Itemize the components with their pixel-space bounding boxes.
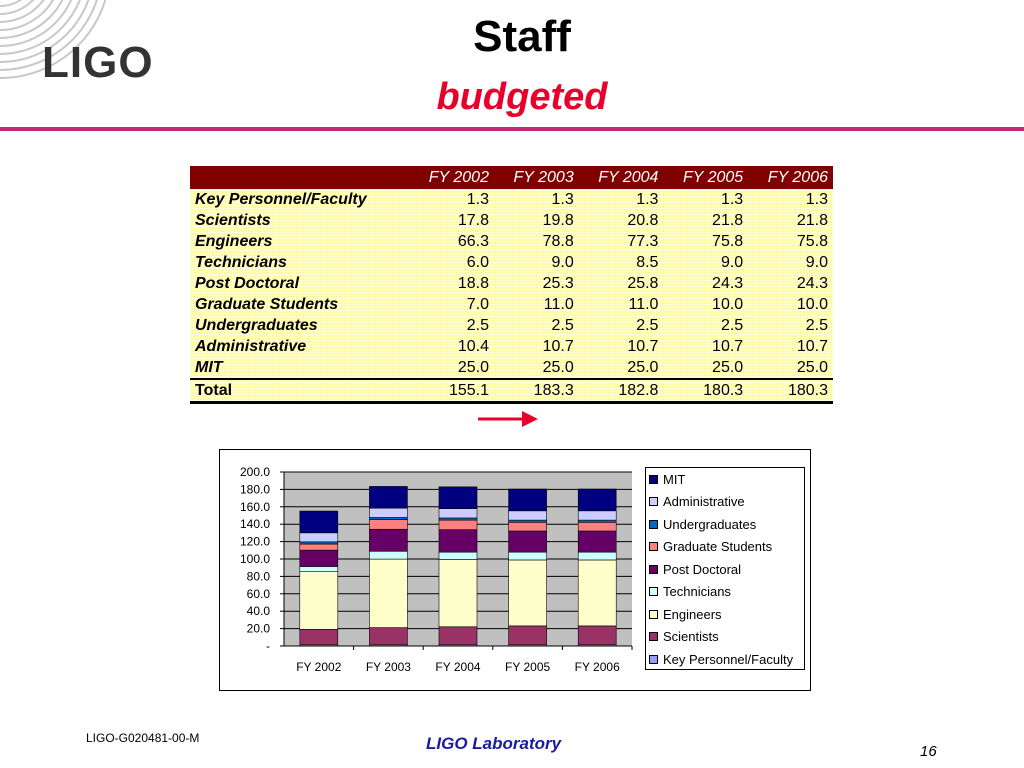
page-subtitle: budgeted: [436, 76, 608, 118]
bar-segment: [439, 518, 477, 520]
legend-label: Engineers: [663, 606, 722, 622]
legend-swatch: [649, 475, 658, 484]
chart-legend: [645, 467, 805, 670]
column-header: FY 2004: [579, 166, 664, 189]
page-title: Staff: [473, 12, 571, 61]
total-cell: 155.1: [409, 379, 494, 403]
legend-item: [646, 650, 793, 668]
bar-segment: [300, 629, 338, 644]
bar-segment: [369, 520, 407, 530]
table-cell: 10.0: [712, 295, 744, 313]
table-cell: 25.0: [542, 358, 574, 376]
row-label: Engineers: [195, 232, 273, 250]
table-cell: 24.3: [712, 274, 744, 292]
legend-swatch: [649, 610, 658, 619]
legend-item: [646, 605, 722, 623]
y-tick-label: 100.0: [239, 552, 270, 566]
table-cell: 10.7: [542, 337, 574, 355]
bar-segment: [509, 560, 547, 626]
bar-segment: [369, 486, 407, 508]
table-cell: 21.8: [712, 211, 744, 229]
legend-item: [646, 493, 745, 511]
bar-segment: [578, 552, 616, 560]
table-cell: 24.3: [796, 274, 828, 292]
table-cell: 10.7: [712, 337, 744, 355]
legend-label: MIT: [663, 471, 686, 487]
table-cell: 25.0: [796, 358, 828, 376]
legend-label: Post Doctoral: [663, 561, 742, 577]
table-cell: 6.0: [466, 253, 489, 271]
table-cell: 20.8: [627, 211, 659, 229]
bar-segment: [509, 520, 547, 522]
legend-item: [646, 583, 731, 601]
legend-swatch: [649, 520, 658, 529]
bar-segment: [578, 560, 616, 626]
table-cell: 11.0: [628, 295, 659, 313]
row-label: Post Doctoral: [195, 274, 300, 292]
bar-segment: [509, 489, 547, 511]
column-header: FY 2003: [494, 166, 579, 189]
table-cell: 78.8: [542, 232, 574, 250]
table-cell: 2.5: [551, 316, 574, 334]
table-cell: 1.3: [720, 190, 744, 208]
bar-segment: [439, 552, 477, 559]
y-tick-label: 80.0: [246, 569, 270, 584]
table-cell: 2.5: [805, 316, 828, 334]
table-cell: 2.5: [466, 316, 489, 334]
legend-item: [646, 470, 685, 488]
bar-segment: [300, 542, 338, 544]
row-label: Administrative: [195, 337, 307, 355]
total-cell: 182.8: [579, 379, 664, 403]
table-cell: 75.8: [712, 232, 744, 250]
x-tick-label: FY 2003: [365, 660, 411, 674]
bar-segment: [509, 626, 547, 645]
legend-label: Technicians: [663, 584, 731, 599]
bar-segment: [439, 520, 477, 530]
y-tick-label: 20.0: [246, 621, 270, 636]
column-header: FY 2005: [663, 166, 748, 189]
y-tick-label: -: [266, 639, 270, 653]
bar-segment: [509, 511, 547, 520]
y-tick-label: 60.0: [246, 586, 270, 601]
bar-segment: [369, 628, 407, 645]
bar-segment: [509, 522, 547, 531]
table-cell: 75.8: [796, 232, 828, 250]
legend-swatch: [649, 542, 658, 551]
bar-segment: [369, 508, 407, 517]
legend-label: Undergraduates: [663, 516, 757, 532]
bar-segment: [300, 550, 338, 566]
bar-segment: [300, 511, 338, 533]
row-label: Graduate Students: [195, 295, 339, 313]
table-cell: 2.5: [636, 316, 659, 334]
table-cell: 7.0: [466, 295, 489, 313]
table-cell: 1.3: [805, 190, 828, 208]
total-cell: 180.3: [748, 379, 833, 403]
legend-swatch: [649, 565, 658, 574]
row-label: Technicians: [195, 253, 287, 271]
bar-segment: [300, 572, 338, 630]
column-header: FY 2006: [748, 166, 833, 189]
legend-swatch: [649, 497, 658, 506]
table-cell: 10.7: [627, 337, 659, 355]
total-label: Total: [190, 379, 409, 403]
bar-segment: [509, 552, 547, 560]
legend-item: [646, 560, 741, 578]
table-cell: 19.8: [542, 211, 574, 229]
bar-segment: [300, 566, 338, 571]
bar-segment: [300, 544, 338, 550]
bar-segment: [439, 530, 477, 552]
footer-lab-name: LIGO Laboratory: [426, 734, 562, 753]
table-cell: 1.3: [551, 190, 574, 208]
y-tick-label: 200.0: [239, 465, 270, 479]
bar-segment: [439, 627, 477, 645]
bar-segment: [369, 551, 407, 559]
x-tick-label: FY 2006: [574, 660, 620, 674]
legend-item: [646, 515, 756, 533]
table-cell: 9.0: [551, 253, 574, 271]
table-cell: 25.0: [457, 358, 489, 376]
bar-segment: [369, 518, 407, 520]
table-cell: 21.8: [796, 211, 828, 229]
bar-segment: [369, 529, 407, 551]
table-cell: 25.3: [542, 274, 574, 292]
table-cell: 9.0: [720, 253, 744, 271]
bar-segment: [578, 626, 616, 645]
y-tick-label: 180.0: [239, 482, 270, 497]
y-tick-label: 140.0: [239, 517, 270, 532]
table-cell: 1.3: [636, 190, 659, 208]
table-cell: 10.4: [457, 337, 489, 355]
table-cell: 25.0: [712, 358, 744, 376]
row-label: Scientists: [195, 211, 271, 229]
table-cell: 9.0: [805, 253, 828, 271]
legend-swatch: [649, 655, 658, 664]
table-cell: 66.3: [457, 232, 489, 250]
bar-segment: [578, 511, 616, 520]
y-tick-label: 160.0: [239, 499, 270, 514]
x-tick-label: FY 2004: [435, 660, 481, 674]
bar-segment: [578, 522, 616, 531]
legend-label: Key Personnel/Faculty: [663, 651, 794, 667]
row-label: Key Personnel/Faculty: [195, 190, 367, 208]
table-cell: 25.0: [627, 358, 659, 376]
legend-swatch: [649, 587, 658, 596]
column-header: FY 2002: [409, 166, 494, 189]
bar-segment: [578, 520, 616, 522]
row-label: MIT: [195, 358, 223, 376]
legend-label: Scientists: [663, 629, 719, 644]
ligo-logo: LIGO: [42, 38, 154, 87]
table-cell: 1.3: [466, 190, 489, 208]
total-cell: 183.3: [494, 379, 579, 403]
legend-swatch: [649, 632, 658, 641]
table-cell: 10.0: [796, 295, 828, 313]
bar-segment: [439, 487, 477, 509]
bar-segment: [578, 489, 616, 511]
y-tick-label: 40.0: [246, 604, 270, 619]
bar-segment: [509, 531, 547, 552]
table-cell: 8.5: [636, 253, 659, 271]
y-tick-label: 120.0: [239, 534, 270, 549]
legend-item: [646, 538, 772, 556]
x-tick-label: FY 2002: [296, 660, 342, 674]
page-number: 16: [920, 743, 937, 760]
legend-item: [646, 628, 719, 646]
total-cell: 180.3: [663, 379, 748, 403]
table-cell: 2.5: [720, 316, 744, 334]
table-cell: 25.8: [627, 274, 659, 292]
row-label: Undergraduates: [195, 316, 318, 334]
bar-segment: [439, 509, 477, 518]
table-cell: 18.8: [457, 274, 489, 292]
bar-segment: [578, 531, 616, 552]
table-cell: 77.3: [627, 232, 659, 250]
x-tick-label: FY 2005: [505, 660, 551, 674]
bar-segment: [369, 559, 407, 628]
table-cell: 10.7: [796, 337, 828, 355]
legend-label: Administrative: [663, 494, 745, 509]
table-cell: 11.0: [543, 295, 574, 313]
bar-segment: [300, 533, 338, 542]
table-cell: 17.8: [457, 211, 489, 229]
bar-segment: [439, 560, 477, 627]
document-id: LIGO-G020481-00-M: [86, 731, 200, 745]
legend-label: Graduate Students: [663, 539, 773, 554]
